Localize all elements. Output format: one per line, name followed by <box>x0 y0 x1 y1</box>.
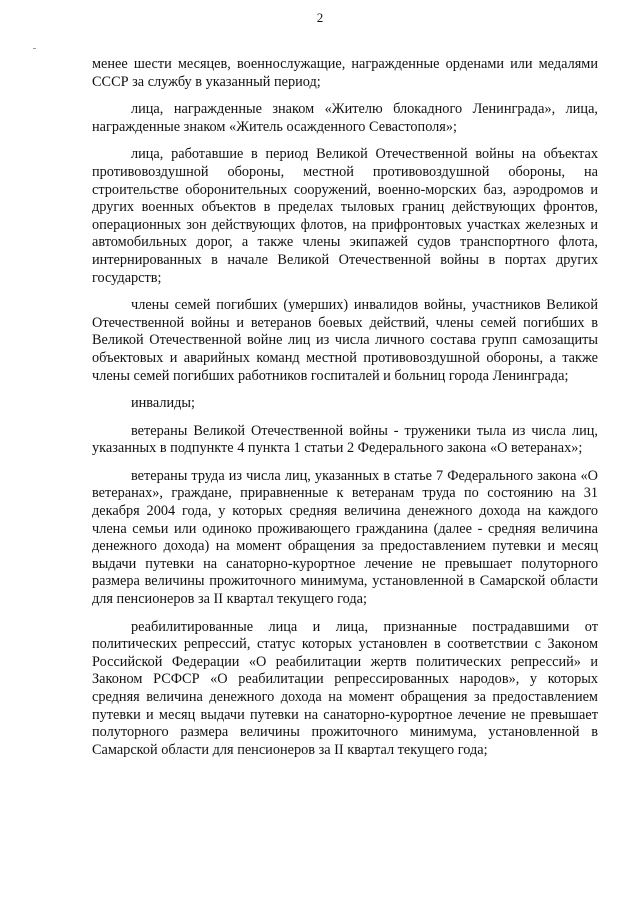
paragraph-labor-veterans: ветераны труда из числа лиц, указанных в статье 7 Федерального закона «О ветеранах», граждане, приравненные к ветеранам труда по состоянию на 31 декабря 2004 года, у которых средняя величина денежного дохода на каждого члена семьи или одиноко проживающего гражданина (далее - средняя величина денежного дохода) на момент обращения за предоставлением путевки и месяц выдачи путевки на санаторно-курортное лечение не превышает полуторного размера величины прожиточного минимума, установленной в Самарской области для пенсионеров за II квартал текущего года; <box>92 467 598 608</box>
paragraph-rehabilitated: реабилитированные лица и лица, признанные пострадавшими от политических репрессий, статус которых установлен в соответствии с Законом Российской Федерации «О реабилитации жертв политических репрессий» и Законом РСФСР «О реабилитации репрессированных народов», у которых средняя величина денежного дохода на момент обращения за предоставлением путевки и месяц выдачи путевки на санаторно-курортное лечение не превышает полуторного размера величины прожиточного минимума, установленной в Самарской области для пенсионеров за II квартал текущего года; <box>92 618 598 758</box>
paragraph-continuation: менее шести месяцев, военнослужащие, награжденные орденами или медалями СССР за службу в указанный период; <box>92 56 598 90</box>
page-number: 2 <box>316 10 324 25</box>
paragraph-disabled: инвалиды; <box>131 395 195 412</box>
paragraph-blockade-badge: лица, награжденные знаком «Жителю блокадного Ленинграда», лица, награжденные знаком «Житель осажденного Севастополя»; <box>92 101 598 135</box>
paragraph-family-members: члены семей погибших (умерших) инвалидов войны, участников Великой Отечественной войны и ветеранов боевых действий, члены семей погибших в Великой Отечественной войне лиц из числа личного состава групп самозащиты объектовых и аварийных команд местной противовоздушной обороны, а также члены семей погибших работников госпиталей и больниц города Ленинграда; <box>92 297 598 384</box>
paragraph-home-front-workers: ветераны Великой Отечественной войны - труженики тыла из числа лиц, указанных в подпункте 4 пункта 1 статьи 2 Федерального закона «О ветеранах»; <box>92 422 598 457</box>
scan-mark <box>33 48 36 49</box>
paragraph-air-defense-workers: лица, работавшие в период Великой Отечественной войны на объектах противовоздушной обороны, местной противовоздушной обороны, на строительстве оборонительных сооружений, военно-морских баз, аэродромов и других военных объектов в пределах тыловых границ действующих фронтов, операционных зон действующих флотов, на прифронтовых участках железных и автомобильных дорог, а также члены экипажей судов транспортного флота, интернированных в начале Великой Отечественной войны в портах других государств; <box>92 146 598 286</box>
document-body <box>92 56 598 769</box>
